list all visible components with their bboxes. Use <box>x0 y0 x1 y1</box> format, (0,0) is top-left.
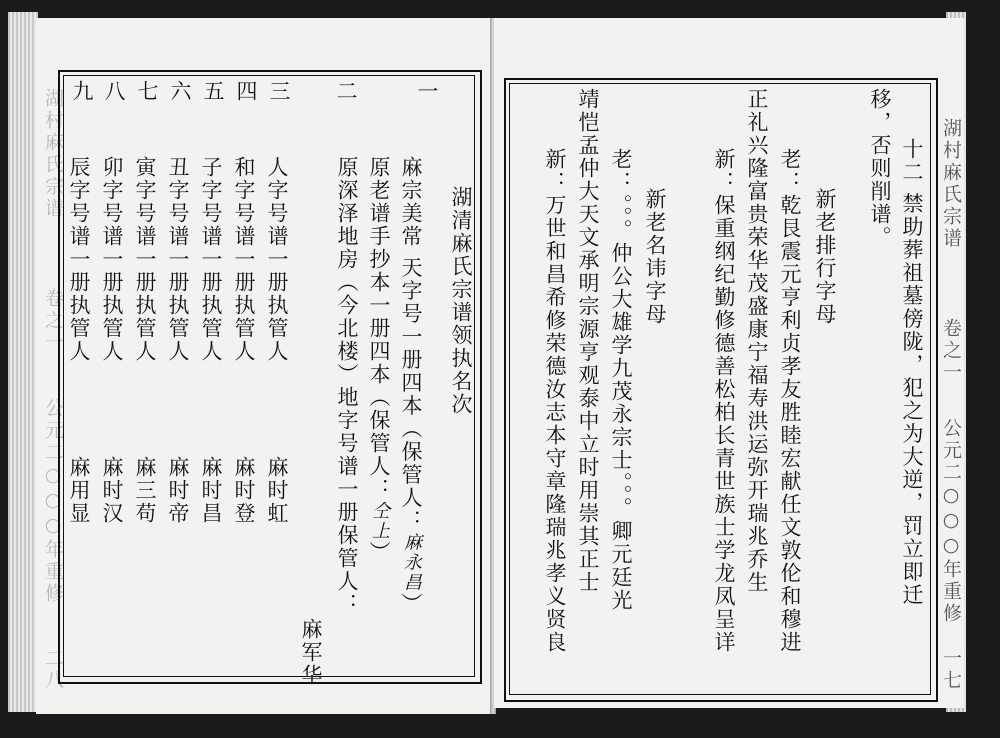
spine-date-right: 公元二○○○年重修 <box>940 418 962 625</box>
row-1-keeper-handwriting: 麻永昌 <box>401 532 422 593</box>
left-page <box>36 18 491 714</box>
row-number-4: 四 <box>234 80 258 103</box>
rule-12-line-1: 十二 禁助葬祖墓傍陇，犯之为大逆，罚立即迁 <box>900 138 924 607</box>
row-3-keeper: 麻时虹 <box>265 456 289 525</box>
ranking-new-line: 新：保重纲纪勤修德善松柏长青世族士学龙凤呈详 <box>712 148 736 654</box>
row-number-3: 三 <box>267 80 291 103</box>
row-number-9: 九 <box>70 80 94 103</box>
section-title-ranking: 新老排行字母 <box>813 188 837 326</box>
row-4-text: 和字号谱一册执管人 <box>232 156 256 363</box>
list-title: 湖清麻氏宗谱领执名次 <box>449 186 473 416</box>
spine-date-left: 公元二○○○年重修 <box>42 398 64 605</box>
row-number-8: 八 <box>102 80 126 103</box>
spine-volume-right: 卷之一 <box>940 318 962 384</box>
row-number-5: 五 <box>201 80 225 103</box>
row-9-keeper: 麻用显 <box>67 456 91 525</box>
row-6-text: 丑字号谱一册执管人 <box>166 156 190 363</box>
row-2-text: 原老谱手抄本一册四本（保管人：仝上） <box>367 156 391 564</box>
row-north-building-keeper: 麻军华 <box>299 618 323 687</box>
spine-volume-left: 卷之一 <box>42 288 64 354</box>
spine-title-left: 湖村麻氏宗谱 <box>42 88 64 220</box>
row-5-keeper: 麻时昌 <box>199 456 223 525</box>
row-north-building-text: 原深泽地房（今北楼）地字号谱一册保管人： <box>335 156 359 616</box>
spine-title-right: 湖村麻氏宗谱 <box>940 118 962 250</box>
ranking-old-line-2: 正礼兴隆富贵荣华茂盛康宁福寿洪运弥开瑞兆乔生 <box>745 88 769 594</box>
page-number-left: 二八 <box>42 648 64 692</box>
names-new-line: 新：万世和昌希修荣德汝志本守章隆瑞兆孝义贤良 <box>543 148 567 654</box>
rule-12-line-2: 移，否则削谱。 <box>868 88 892 249</box>
row-9-text: 辰字号谱一册执管人 <box>67 156 91 363</box>
row-4-keeper: 麻时登 <box>232 456 256 525</box>
book-page-edges-left <box>8 12 38 712</box>
row-7-text: 寅字号谱一册执管人 <box>133 156 157 363</box>
row-7-keeper: 麻三苟 <box>133 456 157 525</box>
row-1-text: 麻宗美常 天字号一册四本（保管人：麻永昌） <box>399 156 423 616</box>
row-8-text: 卯字号谱一册执管人 <box>100 156 124 363</box>
section-title-names: 新老名讳字母 <box>643 188 667 326</box>
row-number-6: 六 <box>168 80 192 103</box>
row-5-text: 子字号谱一册执管人 <box>199 156 223 363</box>
right-page <box>494 18 964 708</box>
page-number-right: 一七 <box>940 648 962 692</box>
row-2-keeper-handwriting: 仝上 <box>369 501 390 541</box>
row-3-text: 人字号谱一册执管人 <box>265 156 289 363</box>
row-number-1: 一 <box>415 80 439 103</box>
names-old-line-2: 靖恺孟仲大天文承明宗源亨观泰中立时用崇其正士 <box>576 88 600 594</box>
row-number-2: 二 <box>334 80 358 103</box>
row-number-7: 七 <box>135 80 159 103</box>
row-6-keeper: 麻时帝 <box>166 456 190 525</box>
ranking-old-line: 老：乾艮震元亨利贞孝友胜睦宏献任文敦伦和穆进 <box>778 148 802 654</box>
row-8-keeper: 麻时汉 <box>100 456 124 525</box>
names-old-line: 老：。。。仲公大雄学九茂永宗士。。。卿元廷光 <box>609 148 633 612</box>
